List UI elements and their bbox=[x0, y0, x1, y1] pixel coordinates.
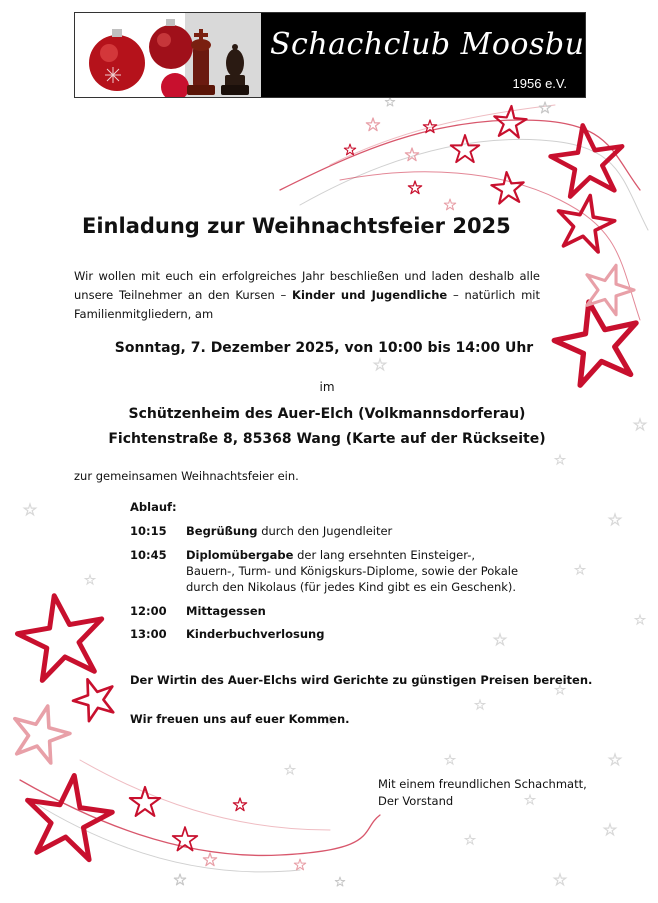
welcome-note: Wir freuen uns auf euer Kommen. bbox=[130, 712, 350, 726]
schedule-time: 13:00 bbox=[130, 627, 167, 641]
schedule-time: 12:00 bbox=[130, 604, 167, 618]
schedule-text bbox=[186, 603, 526, 619]
banner-art bbox=[75, 13, 261, 97]
event-venue: Schützenheim des Auer-Elch (Volkmannsdorferau) bbox=[128, 406, 526, 422]
intro-text-1: Wir wollen mit euch ein erfolgreiches Jahr beschließen und laden deshalb alle unsere Teilnehmer an den Kursen – bbox=[74, 269, 540, 302]
schedule-label: Ablauf: bbox=[130, 500, 177, 514]
schedule-text bbox=[186, 626, 526, 642]
schedule-detail: der lang ersehnten Einsteiger-, Bauern-, Turm- und Königskurs-Diplome, sowie der Pokale durch den Nikolaus (für jedes Kind gibt es ein Geschenk). bbox=[186, 548, 519, 594]
signature-greeting: Mit einem freundlichen Schachmatt, bbox=[378, 777, 587, 791]
intro-text-2: – natürlich mit Familienmitgliedern, am bbox=[74, 288, 540, 321]
schedule-detail: durch den Jugendleiter bbox=[257, 524, 393, 538]
club-banner bbox=[74, 12, 619, 98]
invitation-heading: Einladung zur Weihnachtsfeier 2025 bbox=[82, 214, 511, 238]
schedule-time: 10:15 bbox=[130, 524, 167, 538]
event-im: im bbox=[319, 380, 335, 394]
signature-name: Der Vorstand bbox=[378, 794, 454, 808]
intro-target-group: Kinder und Jugendliche bbox=[292, 288, 448, 302]
schedule-title: Begrüßung bbox=[186, 524, 258, 538]
club-name: Schachclub Moosburg bbox=[270, 27, 619, 62]
intro-paragraph bbox=[74, 267, 540, 324]
food-note: Der Wirtin des Auer-Elchs wird Gerichte zu günstigen Preisen bereiten. bbox=[130, 673, 593, 687]
schedule-title: Mittagessen bbox=[186, 604, 266, 618]
schedule-text bbox=[186, 523, 526, 539]
event-address: Fichtenstraße 8, 85368 Wang (Karte auf der Rückseite) bbox=[108, 431, 546, 447]
schedule-text bbox=[186, 547, 521, 595]
club-founding-year: 1956 e.V. bbox=[512, 76, 567, 91]
schedule-time: 10:45 bbox=[130, 548, 167, 562]
schedule-title: Diplomübergabe bbox=[186, 548, 294, 562]
signature bbox=[378, 776, 587, 810]
invite-line: zur gemeinsamen Weihnachtsfeier ein. bbox=[74, 469, 299, 483]
schedule-title: Kinderbuchverlosung bbox=[186, 627, 325, 641]
event-date: Sonntag, 7. Dezember 2025, von 10:00 bis 14:00 Uhr bbox=[114, 340, 534, 356]
